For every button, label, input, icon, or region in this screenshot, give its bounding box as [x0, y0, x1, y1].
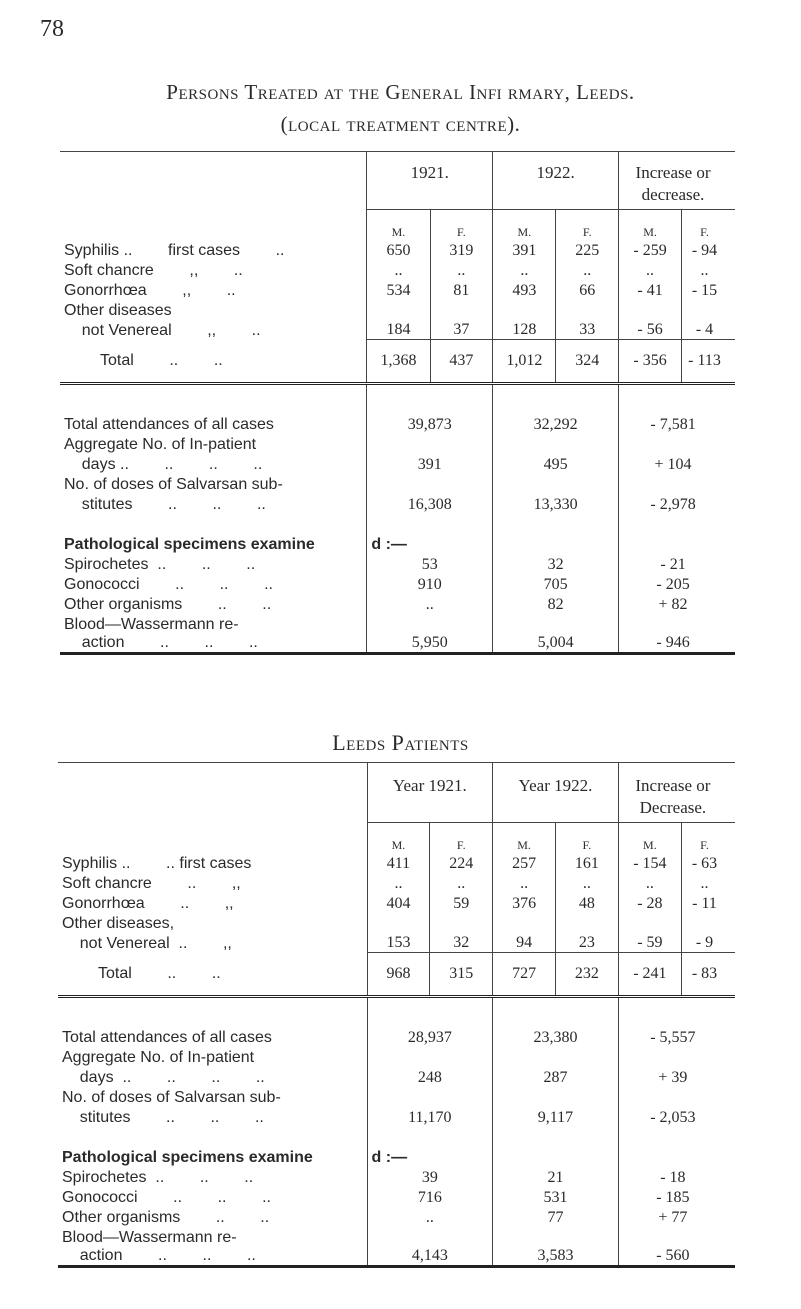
value-cell [681, 913, 727, 933]
year-1922-header: Year 1922. [493, 763, 619, 823]
total-value: - 83 [681, 953, 727, 997]
increase-header: Increase or decrease. [635, 163, 711, 204]
row-label: Blood—Wassermann re- [64, 615, 239, 633]
attendance-row [58, 1047, 735, 1067]
page-number: 78 [40, 16, 64, 42]
year-1922-header: 1922. [493, 152, 619, 210]
row-label: Gonococci .. .. .. [62, 1188, 271, 1206]
case-row [58, 933, 735, 953]
attendance-row [60, 494, 735, 514]
total-row [60, 340, 735, 384]
total-value: 232 [555, 953, 618, 997]
specimen-row [60, 614, 735, 634]
value-cell: 495 [493, 454, 619, 474]
year-1921-header: 1921. [367, 152, 493, 210]
value-cell: 32 [430, 933, 493, 953]
specimen-row [58, 1187, 735, 1207]
value-cell: - 5,557 [618, 1027, 727, 1047]
value-cell: 16,308 [367, 494, 493, 514]
value-cell: 225 [556, 240, 619, 260]
value-cell: 94 [493, 933, 556, 953]
value-cell: 716 [367, 1187, 493, 1207]
pathological-header-row [60, 514, 735, 554]
value-cell: + 82 [619, 594, 727, 614]
value-cell: 705 [493, 574, 619, 594]
attendance-row [60, 414, 735, 434]
male-header: M. [367, 823, 430, 853]
value-cell: - 28 [618, 893, 681, 913]
case-row [58, 873, 735, 893]
value-cell: - 259 [619, 240, 682, 260]
total-label: Total .. .. [60, 340, 367, 384]
value-cell: 28,937 [367, 1027, 493, 1047]
value-cell: 23 [555, 933, 618, 953]
row-label: Total attendances of all cases [62, 1028, 272, 1046]
value-cell: .. [493, 873, 556, 893]
row-label: Blood—Wassermann re- [62, 1228, 237, 1246]
row-label: action .. .. .. [62, 1247, 256, 1264]
value-cell: 531 [493, 1187, 619, 1207]
total-value: 1,012 [493, 340, 556, 384]
attendance-row [60, 454, 735, 474]
value-cell [493, 1227, 619, 1247]
row-label: not Venereal ,, .. [64, 321, 261, 339]
specimen-row [60, 574, 735, 594]
value-cell: 23,380 [493, 1027, 619, 1047]
total-label: Total .. .. [58, 953, 367, 997]
value-cell: 66 [556, 280, 619, 300]
value-cell: 184 [367, 320, 430, 340]
case-row [60, 320, 735, 340]
male-header: M. [618, 823, 681, 853]
value-cell: 404 [367, 893, 430, 913]
case-row [58, 893, 735, 913]
value-cell [619, 434, 727, 454]
row-label: Total attendances of all cases [64, 415, 274, 433]
female-header: F. [681, 210, 727, 240]
female-header: F. [556, 210, 619, 240]
value-cell: 391 [493, 240, 556, 260]
value-cell [619, 614, 727, 634]
value-cell [493, 1087, 619, 1107]
value-cell: 248 [367, 1067, 493, 1087]
male-header: M. [367, 210, 430, 240]
total-value: 1,368 [367, 340, 430, 384]
header-row [60, 152, 735, 210]
value-cell [619, 474, 727, 494]
female-header: F. [555, 823, 618, 853]
case-row [60, 280, 735, 300]
value-cell: - 946 [619, 634, 727, 654]
value-cell: - 4 [681, 320, 727, 340]
row-label: days .. .. .. .. [62, 1068, 265, 1086]
female-header: F. [430, 823, 493, 853]
value-cell: 77 [493, 1207, 619, 1227]
value-cell: - 560 [618, 1247, 727, 1267]
value-cell: .. [681, 260, 727, 280]
row-label: Spirochetes .. .. .. [62, 1168, 254, 1186]
value-cell: - 59 [618, 933, 681, 953]
row-label: stitutes .. .. .. [62, 1108, 264, 1126]
value-cell: .. [430, 873, 493, 893]
value-cell: 257 [493, 853, 556, 873]
total-value: 968 [367, 953, 430, 997]
specimen-row [58, 1207, 735, 1227]
value-cell [493, 1047, 619, 1067]
header-row [58, 763, 735, 823]
value-cell: 39 [367, 1167, 493, 1187]
specimen-row [60, 554, 735, 574]
row-label: Syphilis .. first cases .. [64, 241, 285, 259]
case-row [60, 240, 735, 260]
value-cell: 13,330 [493, 494, 619, 514]
value-cell [618, 913, 681, 933]
specimen-row [60, 634, 735, 654]
row-label: Other diseases, [62, 914, 175, 932]
value-cell: 153 [367, 933, 430, 953]
value-cell [430, 300, 493, 320]
value-cell: .. [430, 260, 493, 280]
value-cell: 910 [367, 574, 493, 594]
male-header: M. [493, 210, 556, 240]
year-1921-header: Year 1921. [367, 763, 493, 823]
pathological-heading-suffix: d :— [367, 514, 493, 554]
value-cell: - 2,053 [618, 1107, 727, 1127]
value-cell [367, 300, 430, 320]
value-cell [619, 300, 682, 320]
value-cell: 493 [493, 280, 556, 300]
row-label: Gonorrhœa ,, .. [64, 281, 236, 299]
value-cell: + 39 [618, 1067, 727, 1087]
row-label: Soft chancre .. ,, [62, 874, 241, 892]
mf-header-row [58, 823, 735, 853]
row-label: action .. .. .. [64, 634, 258, 651]
value-cell [556, 300, 619, 320]
value-cell [430, 913, 493, 933]
value-cell: + 104 [619, 454, 727, 474]
value-cell [493, 913, 556, 933]
value-cell [618, 1047, 727, 1067]
value-cell [493, 434, 619, 454]
value-cell: 39,873 [367, 414, 493, 434]
value-cell [367, 913, 430, 933]
page-subtitle: (local treatment centre). [280, 112, 521, 136]
leeds-patients-heading: Leeds Patients [332, 730, 469, 755]
blank-cell [60, 210, 367, 240]
value-cell: 48 [555, 893, 618, 913]
value-cell: .. [367, 594, 493, 614]
row-label: days .. .. .. .. [64, 455, 263, 473]
total-value: - 241 [618, 953, 681, 997]
male-header: M. [619, 210, 682, 240]
row-label: Aggregate No. of In-patient [62, 1048, 255, 1066]
row-label: Spirochetes .. .. .. [64, 555, 256, 573]
value-cell: .. [618, 873, 681, 893]
value-cell: 32 [493, 554, 619, 574]
value-cell [367, 1227, 493, 1247]
female-header: F. [681, 823, 727, 853]
specimen-row [58, 1167, 735, 1187]
value-cell: - 56 [619, 320, 682, 340]
value-cell: - 9 [681, 933, 727, 953]
value-cell: 534 [367, 280, 430, 300]
value-cell: 650 [367, 240, 430, 260]
value-cell [367, 434, 493, 454]
value-cell [367, 1047, 493, 1067]
row-label: Other diseases [64, 301, 172, 319]
row-label: No. of doses of Salvarsan sub- [62, 1088, 281, 1106]
case-row [60, 300, 735, 320]
value-cell: - 154 [618, 853, 681, 873]
value-cell: 287 [493, 1067, 619, 1087]
row-label: Other organisms .. .. [62, 1208, 270, 1226]
value-cell [681, 300, 727, 320]
value-cell: .. [493, 260, 556, 280]
pathological-heading: Pathological specimens examine [64, 535, 315, 553]
row-label: Aggregate No. of In-patient [64, 435, 257, 453]
value-cell: .. [556, 260, 619, 280]
value-cell: 411 [367, 853, 430, 873]
pathological-heading-suffix: d :— [367, 1127, 493, 1167]
male-header: M. [493, 823, 556, 853]
value-cell [493, 474, 619, 494]
value-cell: .. [367, 873, 430, 893]
row-label: not Venereal .. ,, [62, 934, 232, 952]
value-cell: 37 [430, 320, 493, 340]
row-label: Gonococci .. .. .. [64, 575, 273, 593]
infirmary-table [60, 151, 735, 655]
value-cell: - 21 [619, 554, 727, 574]
value-cell: - 18 [618, 1167, 727, 1187]
value-cell: 224 [430, 853, 493, 873]
value-cell: 9,117 [493, 1107, 619, 1127]
specimen-row [60, 594, 735, 614]
value-cell [367, 614, 493, 634]
value-cell: 33 [556, 320, 619, 340]
row-label: Soft chancre ,, .. [64, 261, 243, 279]
specimen-row [58, 1227, 735, 1247]
value-cell: 21 [493, 1167, 619, 1187]
value-cell: - 15 [681, 280, 727, 300]
attendance-row [58, 1107, 735, 1127]
total-value: 315 [430, 953, 493, 997]
total-value: 324 [556, 340, 619, 384]
attendance-row [58, 1067, 735, 1087]
case-row [58, 913, 735, 933]
value-cell [555, 913, 618, 933]
value-cell: 3,583 [493, 1247, 619, 1267]
value-cell [493, 300, 556, 320]
value-cell: - 94 [681, 240, 727, 260]
value-cell: 82 [493, 594, 619, 614]
blank-cell [58, 823, 367, 853]
value-cell [367, 1087, 493, 1107]
value-cell: 53 [367, 554, 493, 574]
row-label: stitutes .. .. .. [64, 495, 266, 513]
page-title: Persons Treated at the General Infi rmary, Leeds. [166, 80, 635, 104]
value-cell: 5,950 [367, 634, 493, 654]
value-cell: + 77 [618, 1207, 727, 1227]
total-value: 727 [493, 953, 556, 997]
value-cell: 59 [430, 893, 493, 913]
value-cell: - 185 [618, 1187, 727, 1207]
leeds-patients-table [58, 762, 735, 1268]
value-cell: - 11 [681, 893, 727, 913]
total-row [58, 953, 735, 997]
case-row [60, 260, 735, 280]
value-cell: 319 [430, 240, 493, 260]
value-cell: 5,004 [493, 634, 619, 654]
female-header: F. [430, 210, 493, 240]
value-cell [618, 1087, 727, 1107]
total-value: 437 [430, 340, 493, 384]
value-cell: .. [555, 873, 618, 893]
case-row [58, 853, 735, 873]
value-cell: .. [681, 873, 727, 893]
total-value: - 113 [681, 340, 727, 384]
mf-header-row [60, 210, 735, 240]
value-cell: .. [367, 1207, 493, 1227]
value-cell: - 7,581 [619, 414, 727, 434]
increase-header: Increase or Decrease. [635, 776, 711, 817]
value-cell: .. [367, 260, 430, 280]
attendance-row [58, 1087, 735, 1107]
value-cell [618, 1227, 727, 1247]
value-cell: .. [619, 260, 682, 280]
value-cell: 32,292 [493, 414, 619, 434]
attendance-row [60, 474, 735, 494]
attendance-row [58, 1027, 735, 1047]
row-label: Other organisms .. .. [64, 595, 272, 613]
pathological-header-row [58, 1127, 735, 1167]
pathological-heading: Pathological specimens examine [62, 1148, 313, 1166]
value-cell: - 41 [619, 280, 682, 300]
row-label: Syphilis .. .. first cases [62, 854, 252, 872]
value-cell [367, 474, 493, 494]
value-cell [493, 614, 619, 634]
value-cell: 128 [493, 320, 556, 340]
value-cell: 376 [493, 893, 556, 913]
value-cell: 11,170 [367, 1107, 493, 1127]
value-cell: - 2,978 [619, 494, 727, 514]
value-cell: 161 [555, 853, 618, 873]
total-value: - 356 [619, 340, 682, 384]
row-label: Gonorrhœa .. ,, [62, 894, 234, 912]
specimen-row [58, 1247, 735, 1267]
value-cell: 391 [367, 454, 493, 474]
value-cell: 81 [430, 280, 493, 300]
value-cell: - 63 [681, 853, 727, 873]
value-cell: - 205 [619, 574, 727, 594]
attendance-row [60, 434, 735, 454]
value-cell: 4,143 [367, 1247, 493, 1267]
row-label: No. of doses of Salvarsan sub- [64, 475, 283, 493]
